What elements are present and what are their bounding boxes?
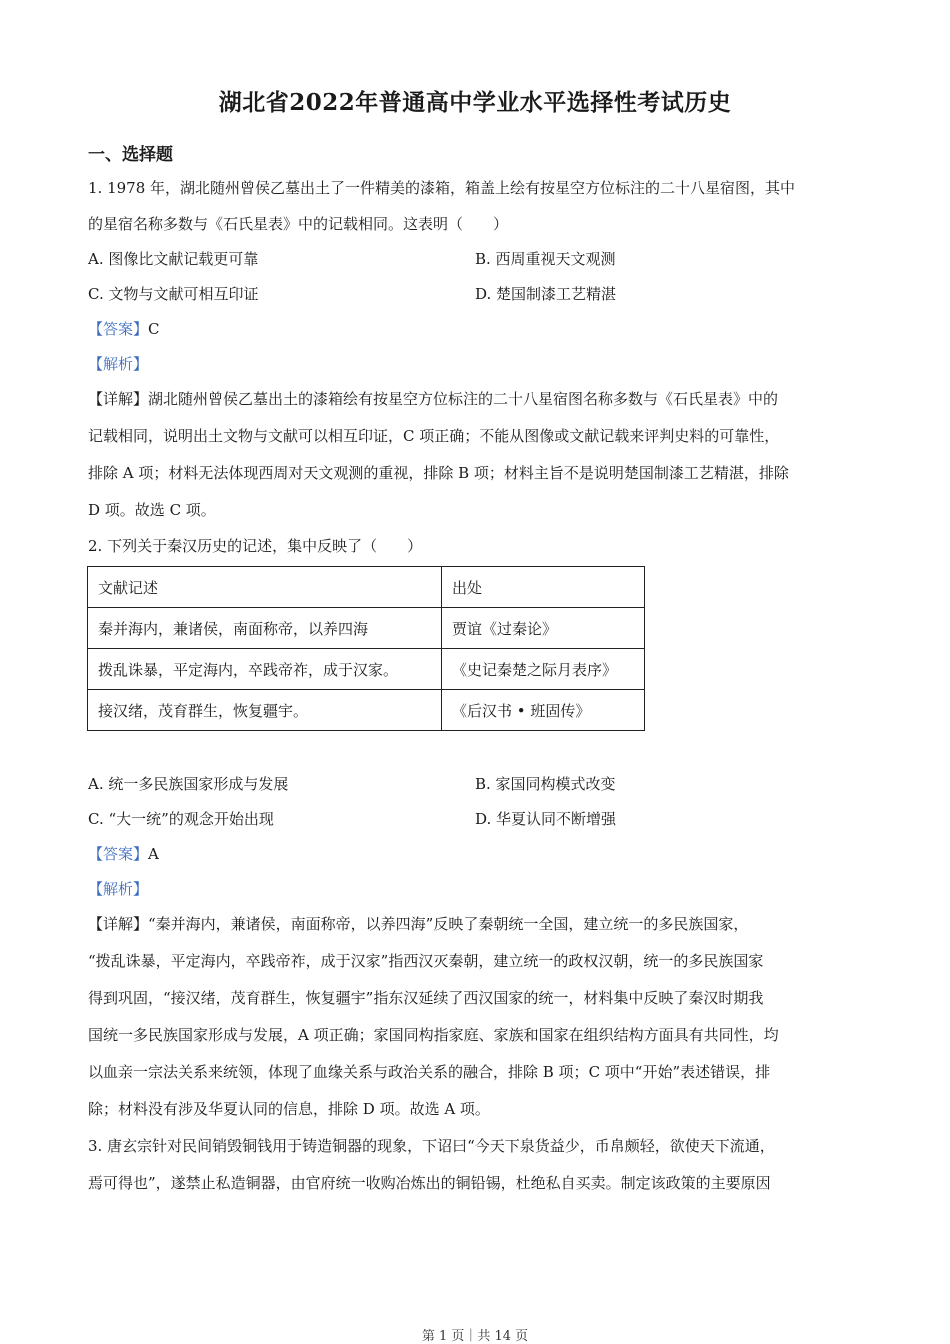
table-header-row bbox=[88, 567, 645, 608]
table-cell: 拨乱诛暴，平定海内，卒践帝祚，成于汉家。 bbox=[88, 649, 442, 690]
q1-answer bbox=[88, 319, 160, 339]
q1-option-c: C. 文物与文献可相互印证 bbox=[88, 285, 259, 303]
q2-stem: 2. 下列关于秦汉历史的记述，集中反映了（ ） bbox=[88, 537, 423, 555]
q1-option-a: A. 图像比文献记载更可靠 bbox=[88, 250, 259, 268]
table-header-cell: 出处 bbox=[442, 567, 645, 608]
q2-option-b: B. 家国同构模式改变 bbox=[475, 775, 616, 793]
table-cell: 秦并海内，兼诸侯，南面称帝，以养四海 bbox=[88, 608, 442, 649]
q1-detail-tag: 【详解】 bbox=[88, 390, 149, 408]
table-row bbox=[88, 649, 645, 690]
q2-detail-tag: 【详解】 bbox=[88, 915, 149, 933]
q1-stem-line2: 的星宿名称多数与《石氏星表》中的记载相同。这表明（ ） bbox=[88, 215, 509, 233]
table-cell: 《后汉书 • 班固传》 bbox=[442, 690, 645, 731]
q2-answer bbox=[88, 844, 159, 864]
q1-detail-line2: 记载相同，说明出土文物与文献可以相互印证，C 项正确；不能从图像或文献记载来评判史料的可靠性， bbox=[88, 427, 780, 445]
q1-detail-line4: D 项。故选 C 项。 bbox=[88, 501, 216, 519]
q1-detail-line3: 排除 A 项；材料无法体现西周对天文观测的重视，排除 B 项；材料主旨不是说明楚国制漆工艺精湛，排除 bbox=[88, 464, 789, 482]
page-title: 湖北省2022年普通高中学业水平选择性考试历史 bbox=[218, 89, 732, 116]
q2-answer-tag: 【答案】 bbox=[88, 845, 149, 863]
q2-detail-text1: “秦并海内，兼诸侯，南面称帝，以养四海”反映了秦朝统一全国，建立统一的多民族国家， bbox=[148, 915, 749, 933]
table-cell: 《史记秦楚之际月表序》 bbox=[442, 649, 645, 690]
q3-stem-line1: 3. 唐玄宗针对民间销毁铜钱用于铸造铜器的现象，下诏曰“今天下泉货益少，币帛颇轻，欲使天下流通， bbox=[88, 1137, 775, 1155]
section-heading: 一、选择题 bbox=[88, 145, 173, 165]
q2-detail-line5: 以血亲一宗法关系来统领，体现了血缘关系与政治关系的融合，排除 B 项；C 项中“开始”表述错误，排 bbox=[88, 1063, 771, 1081]
page-footer: 第 1 页｜共 14 页 bbox=[421, 1329, 529, 1344]
q2-analysis-tag: 【解析】 bbox=[88, 880, 149, 898]
q2-detail-line2: “拨乱诛暴，平定海内，卒践帝祚，成于汉家”指西汉灭秦朝，建立统一的政权汉朝，统一的多民族国家 bbox=[88, 952, 764, 970]
q2-option-c: C. “大一统”的观念开始出现 bbox=[88, 810, 274, 828]
q3-stem-line2: 焉可得也”，遂禁止私造铜器，由官府统一收购冶炼出的铜铅锡，杜绝私自买卖。制定该政策的主要原因 bbox=[88, 1174, 771, 1192]
table-cell: 接汉绪，茂育群生，恢复疆宇。 bbox=[88, 690, 442, 731]
q2-option-d: D. 华夏认同不断增强 bbox=[475, 810, 617, 828]
q2-option-a: A. 统一多民族国家形成与发展 bbox=[88, 775, 289, 793]
q2-detail-line6: 除；材料没有涉及华夏认同的信息，排除 D 项。故选 A 项。 bbox=[88, 1100, 490, 1118]
table-row bbox=[88, 608, 645, 649]
q2-detail-line4: 国统一多民族国家形成与发展，A 项正确；家国同构指家庭、家族和国家在组织结构方面具有共同性，均 bbox=[88, 1026, 779, 1044]
table-cell: 贾谊《过秦论》 bbox=[442, 608, 645, 649]
q1-answer-tag: 【答案】 bbox=[88, 320, 149, 338]
q2-detail-line1 bbox=[88, 914, 748, 934]
table-row bbox=[88, 690, 645, 731]
q1-analysis-tag: 【解析】 bbox=[88, 355, 149, 373]
q1-detail-text1: 湖北随州曾侯乙墓出土的漆箱绘有按星空方位标注的二十八星宿图名称多数与《石氏星表》中的 bbox=[148, 390, 779, 408]
q2-detail-line3: 得到巩固，“接汉绪，茂育群生，恢复疆宇”指东汉延续了西汉国家的统一，材料集中反映了秦汉时期我 bbox=[88, 989, 764, 1007]
q1-detail-line1 bbox=[88, 389, 778, 409]
q1-answer-value: C bbox=[148, 320, 160, 338]
q2-answer-value: A bbox=[148, 845, 159, 863]
q1-option-b: B. 西周重视天文观测 bbox=[475, 250, 616, 268]
q1-option-d: D. 楚国制漆工艺精湛 bbox=[475, 285, 617, 303]
q1-stem-line1: 1. 1978 年，湖北随州曾侯乙墓出土了一件精美的漆箱，箱盖上绘有按星空方位标注的二十八星宿图，其中 bbox=[88, 179, 796, 197]
table-header-cell: 文献记述 bbox=[88, 567, 442, 608]
q2-source-table bbox=[87, 566, 645, 731]
